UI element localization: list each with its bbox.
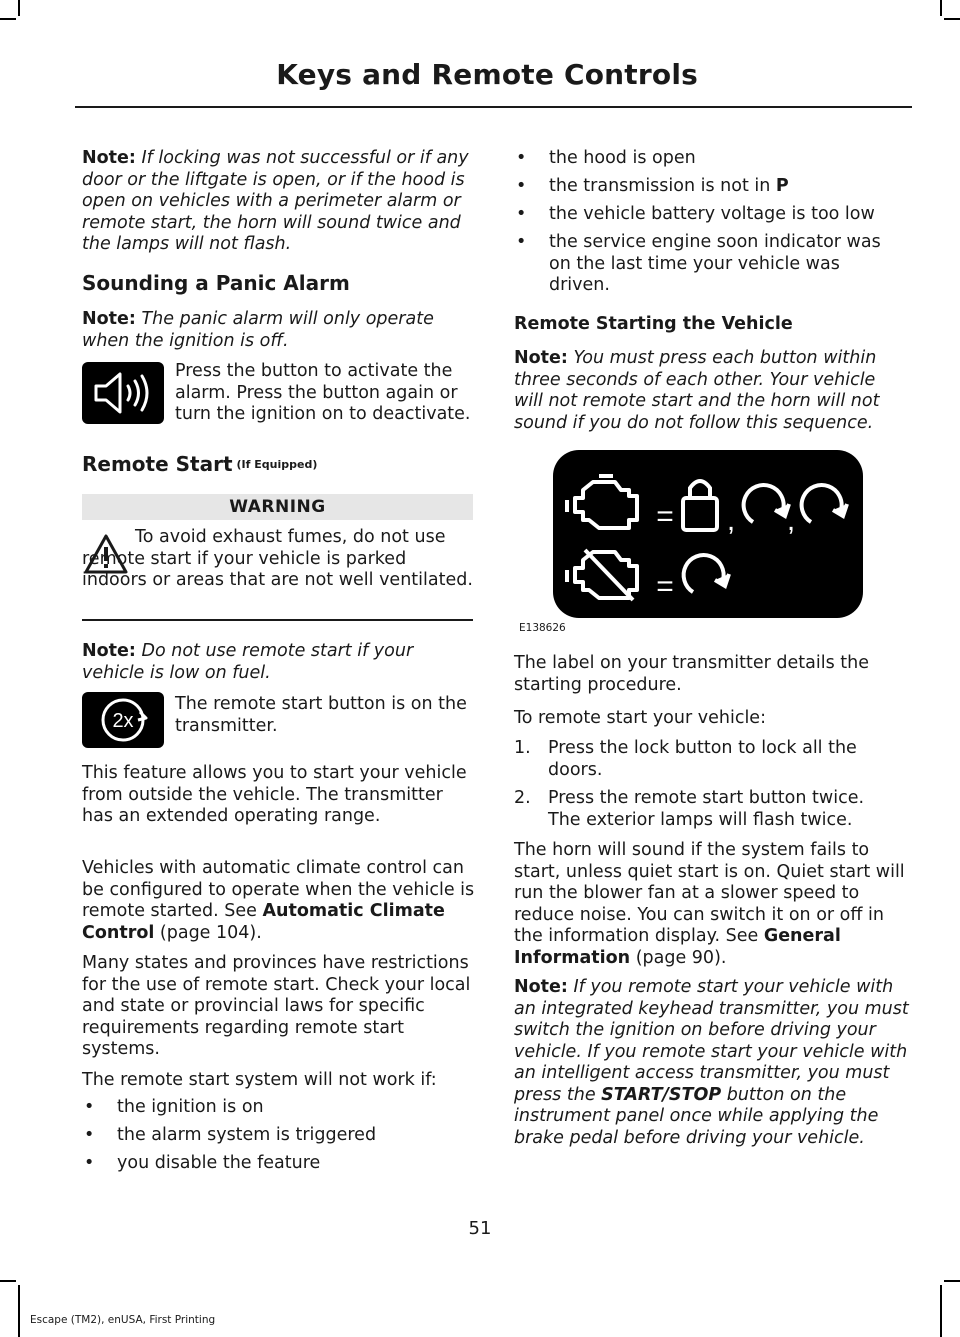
page-title: Keys and Remote Controls <box>276 58 698 91</box>
crop-mark <box>944 18 960 20</box>
crop-mark <box>0 18 16 20</box>
crop-mark <box>0 1280 16 1282</box>
transmitter-label-diagram <box>553 450 863 618</box>
note-panic: Note: The panic alarm will only operate when the ignition is off. <box>82 309 434 351</box>
header-divider <box>75 106 912 108</box>
engine-crossed-icon <box>567 550 637 600</box>
remote-start-button-icon <box>82 692 164 748</box>
remote-starting-heading: Remote Starting the Vehicle <box>514 314 793 334</box>
remote-button-text: The remote start button is on the transmitter. <box>175 694 467 736</box>
engine-icon <box>567 476 637 528</box>
crop-mark <box>18 0 20 16</box>
horn-text: The horn will sound if the system fails to start, unless quiet start is on. Quiet start will run the blower fan at a slower speed to reduce noise. You can switch it on or off in the information display. See General Information (page 90). <box>514 840 905 968</box>
footer-text: Escape (TM2), enUSA, First Printing <box>30 1314 216 1326</box>
warning-divider <box>82 619 473 621</box>
svg-text:=: = <box>656 500 674 533</box>
remote-start-heading: Remote Start $^{(If Equipped)}$ <box>82 452 318 476</box>
crop-mark <box>940 1285 942 1337</box>
remote-start-icon <box>684 555 729 592</box>
feature-text: This feature allows you to start your vehicle from outside the vehicle. The transmitter has an extended operating range. <box>82 763 467 826</box>
panic-horn-icon <box>82 362 164 424</box>
svg-text:,: , <box>726 504 736 537</box>
warning-header: WARNING <box>82 494 473 520</box>
not-work-intro: The remote start system will not work if: <box>82 1070 437 1090</box>
note-keyhead: Note: If you remote start your vehicle with an integrated keyhead transmitter, you must switch the ignition on before driving your vehicle. If you remote start your vehicle with an intelligent access transmitter, you must press the START/STOP button on the instrument panel once while applying the brake pedal before driving your vehicle. <box>514 977 909 1148</box>
page-number: 51 <box>468 1218 492 1239</box>
panic-instructions: Press the button to activate the alarm. Press the button again or turn the ignition on to deactivate. <box>175 361 471 424</box>
to-start-intro: To remote start your vehicle: <box>514 708 766 728</box>
remote-start-icon <box>744 485 789 522</box>
warning-text: To avoid exhaust fumes, do not use remote start if your vehicle is parked indoors or areas that are not well ventilated. <box>82 527 473 590</box>
climate-text: Vehicles with automatic climate control can be configured to operate when the vehicle is remote started. See Automatic Climate Control (page 104). <box>82 858 475 943</box>
panic-heading: Sounding a Panic Alarm <box>82 271 350 295</box>
crop-mark <box>944 1280 960 1282</box>
image-code: E138626 <box>519 622 566 634</box>
note-fuel: Note: Do not use remote start if your vehicle is low on fuel. <box>82 641 414 683</box>
label-text: The label on your transmitter details the starting procedure. <box>514 653 869 695</box>
svg-text:2x: 2x <box>112 710 134 732</box>
states-text: Many states and provinces have restrictions for the use of remote start. Check your local and state or provincial laws for specific requirements regarding remote start systems. <box>82 953 471 1059</box>
remote-start-icon <box>802 485 847 522</box>
lock-icon <box>683 481 717 530</box>
crop-mark <box>18 1285 20 1337</box>
note-sequence: Note: You must press each button within three seconds of each other. Your vehicle will not remote start and the horn will not sound if you do not follow this sequence. <box>514 348 880 433</box>
svg-text:=: = <box>656 570 674 603</box>
general-info-link[interactable]: General Information <box>514 926 841 968</box>
crop-mark <box>940 0 942 16</box>
svg-text:,: , <box>786 504 796 537</box>
climate-link[interactable]: Automatic Climate Control <box>82 901 445 943</box>
note-locking: Note: If locking was not successful or if any door or the liftgate is open, or if the hood is open on vehicles with a perimeter alarm or remote start, the horn will sound twice and the lamps will not flash. <box>82 148 469 254</box>
